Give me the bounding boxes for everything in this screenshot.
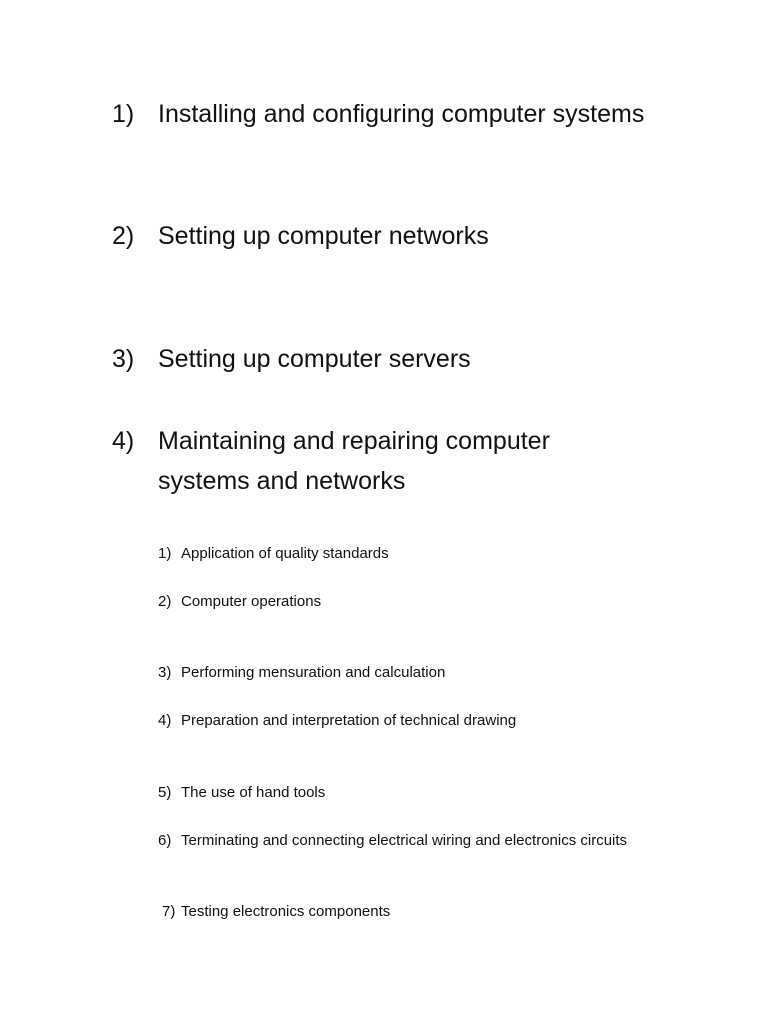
list-number: 4) bbox=[112, 427, 135, 455]
list-number: 3) bbox=[158, 664, 172, 681]
minor-list-item bbox=[158, 544, 718, 564]
minor-list-item bbox=[158, 831, 718, 851]
list-item-text: Preparation and interpretation of technical drawing bbox=[181, 712, 517, 729]
list-item-text: Testing electronics components bbox=[181, 903, 391, 920]
minor-list-item bbox=[158, 783, 718, 803]
list-item-text: The use of hand tools bbox=[181, 784, 326, 801]
minor-list-item bbox=[158, 711, 718, 731]
list-item-text: Computer operations bbox=[181, 593, 322, 610]
list-number: 7) bbox=[162, 903, 176, 920]
list-item-text: Performing mensuration and calculation bbox=[181, 664, 446, 681]
list-number: 2) bbox=[112, 222, 135, 250]
list-number: 2) bbox=[158, 593, 172, 610]
list-item-text: Application of quality standards bbox=[181, 545, 389, 562]
list-item-text: Installing and configuring computer systems bbox=[158, 100, 645, 128]
minor-list-item bbox=[158, 592, 718, 612]
list-number: 1) bbox=[112, 100, 135, 128]
list-number: 1) bbox=[158, 545, 172, 562]
list-number: 3) bbox=[112, 345, 135, 373]
minor-list-item bbox=[162, 902, 722, 922]
list-number: 6) bbox=[158, 832, 172, 849]
list-item-text: Setting up computer networks bbox=[158, 222, 489, 250]
minor-list-item bbox=[158, 663, 718, 683]
list-item-text: Setting up computer servers bbox=[158, 345, 471, 373]
list-item-text: Maintaining and repairing computer systems and networks bbox=[158, 427, 550, 495]
list-number: 4) bbox=[158, 712, 172, 729]
list-item-text: Terminating and connecting electrical wiring and electronics circuits bbox=[181, 832, 628, 849]
list-number: 5) bbox=[158, 784, 172, 801]
